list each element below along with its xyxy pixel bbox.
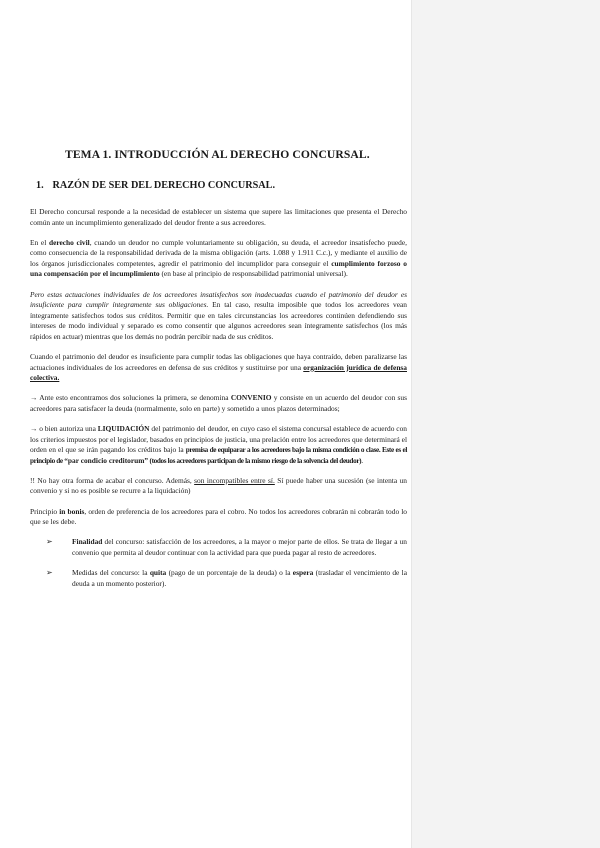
bold-condensed-run: premisa de equiparar a los acreedores bajo la misma condición o clase. Este es el principio de (30, 446, 408, 465)
text-run: Principio (30, 506, 60, 516)
bold-condensed-run: (todos los acreedores participan de la mismo riesgo de la solvencia del deudor) (148, 456, 362, 465)
italic-run: Pero estas actuaciones individuales de los acreedores insatisfechos son inadecuadas cuando el patrimonio del deudor es insuficiente para cumplir íntegramente sus obligaciones. (30, 289, 407, 310)
paragraph-incompatibles (30, 476, 407, 497)
paragraph-in-bonis (30, 507, 407, 528)
bold-term: espera (292, 567, 314, 577)
text-run: Sí puede haber una sucesión (se intenta un convenio y si no es posible se recurre a la liquidación) (30, 475, 407, 496)
text-run: → Ante esto encontramos dos soluciones la primera, se denomina (30, 393, 231, 403)
section-heading (36, 179, 407, 192)
paragraph-1: El Derecho concursal responde a la necesidad de establecer un sistema que supere las limitaciones que presenta el Derecho común ante un incumplimiento generalizado del deudor frente a sus acreedores. (30, 207, 407, 227)
bold-term: LIQUIDACIÓN (97, 424, 150, 433)
bold-term: CONVENIO (230, 393, 272, 403)
text-run: (en base al principio de responsabilidad patrimonial universal). (159, 269, 348, 279)
text-run: Medidas del concurso: la (72, 567, 150, 577)
bold-term: “par condicio creditorum” (64, 455, 149, 465)
bold-term: in bonis (59, 506, 85, 516)
bold-term: Finalidad (72, 537, 103, 547)
bold-term: cumplimiento forzoso o una compensación por el incumplimiento (30, 258, 407, 279)
paragraph-liquidacion (30, 424, 407, 466)
text-run: En el (30, 237, 49, 247)
paragraph-convenio (30, 393, 407, 414)
list-item (46, 568, 407, 589)
text-run: !! No hay otra forma de acabar el concurso. Además, (30, 475, 195, 485)
list-item (46, 537, 407, 558)
text-run: , orden de preferencia de los acreedores para el cobro. No todos los acreedores cobrarán ni cobrarán todo lo que se les debe. (30, 506, 408, 527)
paragraph-4 (30, 352, 407, 384)
section-number: 1. (36, 180, 44, 191)
text-run: → o bien autoriza una (30, 424, 98, 433)
text-run: Cuando el patrimonio del deudor es insuficiente para cumplir todas las obligaciones que haya contraído, deben paralizarse las actuaciones individuales de los acreedores en defensa de sus créditos y sustituirse por una (30, 352, 407, 372)
comment-margin-pane (411, 0, 600, 848)
underlined-run: son incompatibles entre sí. (194, 475, 275, 485)
bold-underlined-term: organización jurídica de defensa colectiva. (30, 362, 407, 383)
text-run: del patrimonio del deudor, en cuyo caso el sistema concursal establece de acuerdo con los criterios impuestos por el legislador, basados en principios de justicia, una prelación entre los acreedores que determinará el orden en el que se irán pagando los créditos bajo la (30, 424, 407, 455)
text-run: En tal caso, resulta imposible que todos los acreedores vean íntegramente satisfechos todos sus créditos. Permitir que en tales circunstancias los acreedores continúen defendiendo sus intereses de modo individual y separado es como consentir que algunos acreedores sean íntegramente satisfechos (los más rápidos en actuar) mientras que los demás no podrán percibir nada de sus créditos. (30, 300, 407, 341)
text-run: . (361, 455, 364, 465)
document-body (30, 148, 407, 599)
text-run: del concurso: satisfacción de los acreedores, a la mayor o mejor parte de ellos. Se trata de llegar a un convenio que permita al deudor continuar con la actividad para que pueda pagar al resto de acreedores. (72, 537, 407, 557)
bullet-list (30, 537, 407, 589)
arrowhead-bullet-icon: ➢ (46, 567, 53, 577)
text-run: (pago de un porcentaje de la deuda) o la (166, 567, 293, 577)
bold-term: quita (149, 567, 167, 577)
section-title: RAZÓN DE SER DEL DERECHO CONCURSAL. (52, 180, 276, 191)
bold-term: derecho civil (48, 237, 90, 247)
page-title: TEMA 1. INTRODUCCIÓN AL DERECHO CONCURSAL. (65, 148, 370, 161)
arrowhead-bullet-icon: ➢ (46, 537, 53, 547)
text-run: (trasladar el vencimiento de la deuda a un momento posterior). (72, 567, 407, 588)
text-run: y consiste en un acuerdo del deudor con sus acreedores para satisfacer la deuda (normalmente, solo en parte) y sometido a unos plazos determinados; (30, 393, 408, 413)
text-run: , cuando un deudor no cumple voluntariamente su obligación, su deuda, el acreedor insatisfecho puede, como consecuencia de la responsabilidad derivada de la misma obligación (arts. 1.088 y 1.911 C.c.), y mediante el auxilio de los órganos jurisdiccionales competentes, agredir el patrimonio del incumplidor para conseguir el (30, 237, 407, 268)
paragraph-2 (30, 238, 407, 280)
paragraph-3 (30, 290, 407, 343)
